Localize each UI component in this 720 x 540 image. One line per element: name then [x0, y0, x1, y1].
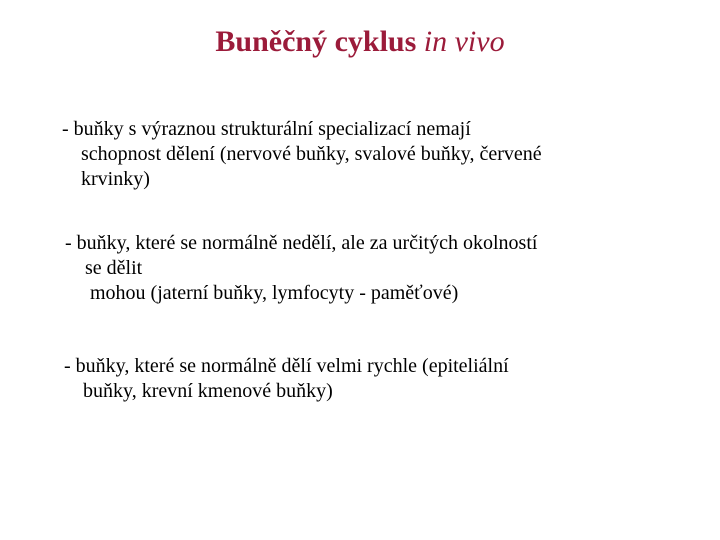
bullet-1-line-1: - buňky s výraznou strukturální specializací nemají [62, 118, 471, 140]
bullet-3-line-1: - buňky, které se normálně dělí velmi rychle (epiteliální [64, 355, 509, 377]
bullet-2-line-2: se dělit [85, 257, 143, 279]
title-italic-text: in vivo [423, 25, 505, 58]
bullet-1-line-2: schopnost dělení (nervové buňky, svalové buňky, červené [81, 143, 542, 165]
title-main-text: Buněčný cyklus [215, 25, 424, 58]
bullet-item-2 [65, 231, 665, 306]
bullet-3-line-2: buňky, krevní kmenové buňky) [83, 380, 333, 402]
bullet-item-3 [64, 354, 664, 404]
slide-title [0, 22, 720, 62]
bullet-1-line-3: krvinky) [81, 168, 150, 190]
bullet-2-line-1: - buňky, které se normálně nedělí, ale za určitých okolností [65, 232, 538, 254]
bullet-item-1 [62, 117, 662, 192]
bullet-2-line-3: mohou (jaterní buňky, lymfocyty - paměťové) [85, 282, 459, 304]
